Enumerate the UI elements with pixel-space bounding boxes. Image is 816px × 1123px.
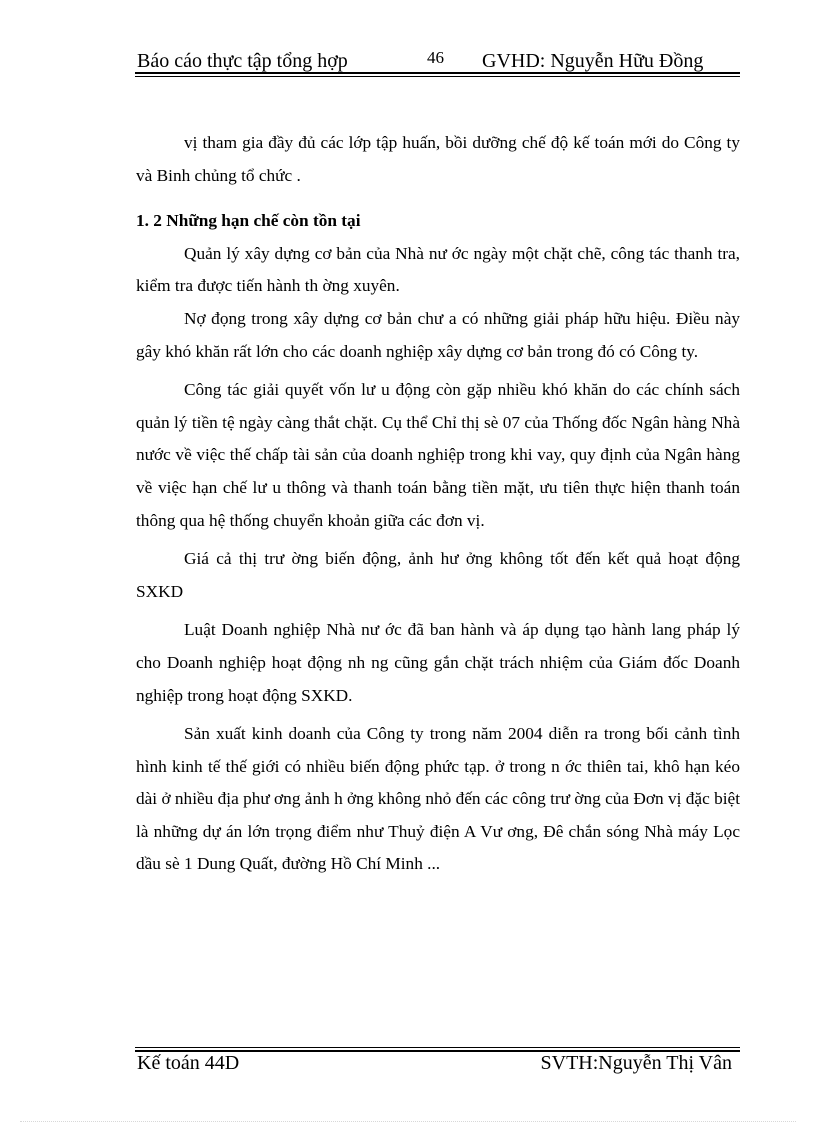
paragraph-1: Quản lý xây dựng cơ bản của Nhà nư ớc ngày một chặt chẽ, công tác thanh tra, kiểm tra được tiến hành th ờng xuyên. bbox=[136, 243, 740, 296]
header-supervisor: GVHD: Nguyễn Hữu Đồng bbox=[482, 50, 704, 72]
header-divider bbox=[135, 72, 740, 77]
paragraph-5: Luật Doanh nghiệp Nhà nư ớc đã ban hành và áp dụng tạo hành lang pháp lý cho Doanh nghiệp hoạt động nh ng cũng gắn chặt trách nhiệm của Giám đốc Doanh nghiệp trong hoạt động SXKD. bbox=[136, 620, 740, 705]
header-report-title: Báo cáo thực tập tổng hợp bbox=[137, 50, 348, 72]
paragraph-continued: vị tham gia đầy đủ các lớp tập huấn, bồi dưỡng chế độ kế toán mới do Công ty và Binh chủng tổ chức . bbox=[136, 133, 740, 185]
footer-student: SVTH:Nguyễn Thị Vân bbox=[540, 1052, 732, 1074]
page-number: 46 bbox=[427, 48, 444, 67]
paragraph-6: Sản xuất kinh doanh của Công ty trong năm 2004 diễn ra trong bối cảnh tình hình kinh tế thế giới có nhiều biến động phức tạp. ở trong n ớc thiên tai, khô hạn kéo dài ở nhiều địa phư ơng ảnh h ởng không nhỏ đến các công trư ờng của Đơn vị đặc biệt là những dự án lớn trọng điểm như Thuỷ điện A Vư ơng, Đê chắn sóng Nhà máy Lọc dầu sè 1 Dung Quất, đường Hồ Chí Minh ... bbox=[136, 724, 740, 874]
paragraph-2: Nợ đọng trong xây dựng cơ bản chư a có những giải pháp hữu hiệu. Điều này gây khó khăn rất lớn cho các doanh nghiệp xây dựng cơ bản trong đó có Công ty. bbox=[136, 308, 740, 361]
section-heading: 1. 2 Những hạn chế còn tồn tại bbox=[136, 211, 361, 231]
page-footer bbox=[135, 1052, 740, 1078]
footer-class: Kế toán 44D bbox=[137, 1052, 240, 1074]
paragraph-3: Công tác giải quyết vốn lư u động còn gặp nhiều khó khăn do các chính sách quản lý tiền tệ ngày càng thắt chặt. Cụ thể Chỉ thị sè 07 của Thống đốc Ngân hàng Nhà nước về việc thế chấp tài sản của doanh nghiệp trong khi vay, quy định của Ngân hàng về việc hạn chế lư u thông và thanh toán bằng tiền mặt, ưu tiên thực hiện thanh toán thông qua hệ thống chuyển khoản giữa các đơn vị. bbox=[136, 380, 740, 530]
document-body bbox=[136, 127, 740, 881]
page-edge-dotted-line bbox=[20, 1121, 796, 1122]
page-header bbox=[135, 46, 740, 72]
paragraph-4: Giá cả thị trư ờng biến động, ảnh hư ởng không tốt đến kết quả hoạt động SXKD bbox=[136, 549, 740, 601]
